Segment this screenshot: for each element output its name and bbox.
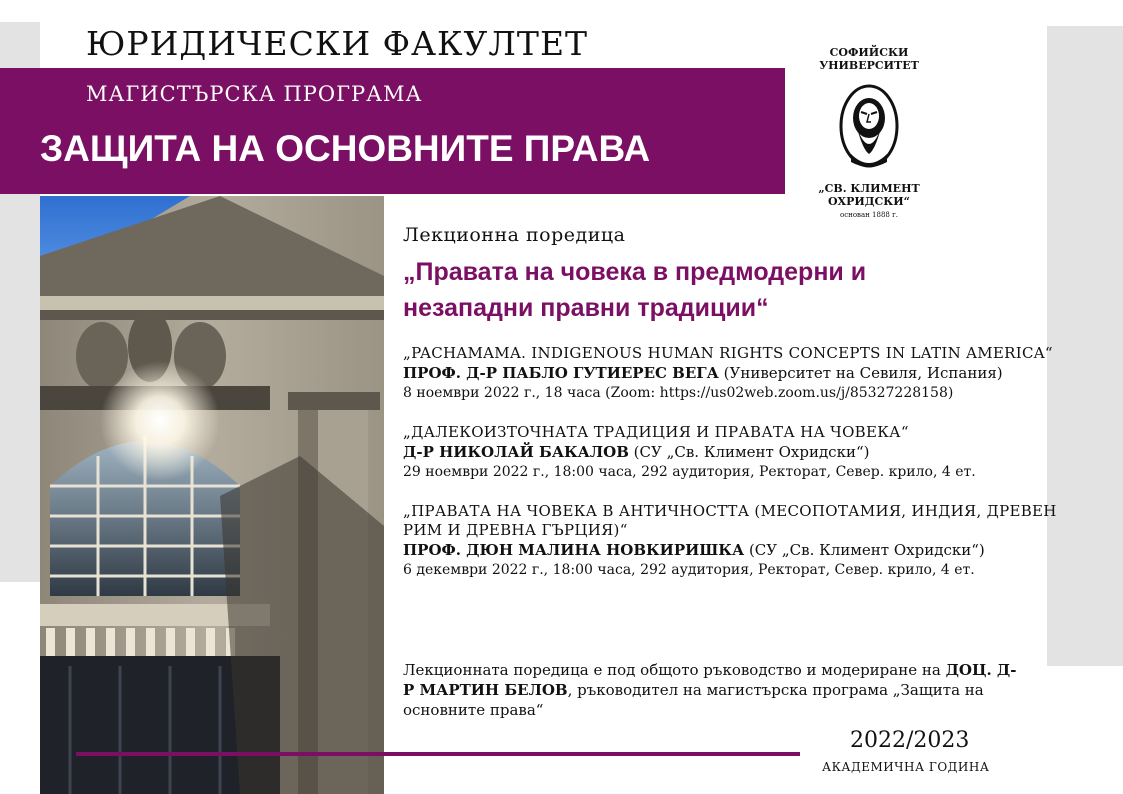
- academic-year: 2022/2023: [850, 728, 970, 753]
- series-title: „Правата на човека в предмодерни и незападни правни традиции“: [403, 258, 867, 322]
- lecture-speaker-line: [403, 540, 1083, 560]
- lecture-details: 6 декември 2022 г., 18:00 часа, 292 аудитория, Ректорат, Север. крило, 4 ет.: [403, 562, 975, 578]
- lecture-list: [403, 344, 1083, 600]
- lecture-title: „ДАЛЕКОИЗТОЧНАТА ТРАДИЦИЯ И ПРАВАТА НА ЧОВЕКА“: [403, 423, 909, 441]
- university-logo: [808, 46, 930, 219]
- lecture-details: 29 ноември 2022 г., 18:00 часа, 292 аудитория, Ректорат, Север. крило, 4 ет.: [403, 464, 976, 480]
- lecture-item: [403, 502, 1083, 580]
- lecture-item: [403, 423, 1083, 482]
- program-banner: [0, 68, 785, 194]
- lecture-affiliation: (Университет на Севиля, Испания): [718, 364, 1003, 382]
- accent-divider: [76, 752, 800, 756]
- academic-year-label: АКАДЕМИЧНА ГОДИНА: [822, 760, 990, 774]
- program-title: ЗАЩИТА НА ОСНОВНИТЕ ПРАВА: [40, 128, 651, 169]
- note-start: Лекционната поредица е под общото ръководство и модериране на: [403, 661, 946, 679]
- lecture-speaker: ПРОФ. ДЮН МАЛИНА НОВКИРИШКА: [403, 541, 745, 559]
- series-label: Лекционна поредица: [403, 224, 626, 246]
- lecture-affiliation: (СУ „Св. Климент Охридски“): [628, 443, 870, 461]
- lecture-title: „PACHAMAMA. INDIGENOUS HUMAN RIGHTS CONCEPTS IN LATIN AMERICA“: [403, 344, 1053, 362]
- lecture-speaker: ПРОФ. Д-Р ПАБЛО ГУТИЕРЕС ВЕГА: [403, 364, 719, 382]
- logo-text-bottom: „СВ. КЛИМЕНТ ОХРИДСКИ“: [818, 182, 920, 208]
- logo-text-top: СОФИЙСКИ УНИВЕРСИТЕТ: [819, 46, 919, 72]
- lecture-item: [403, 344, 1083, 403]
- lecture-details: 8 ноември 2022 г., 18 часа (Zoom: https://us02web.zoom.us/j/85327228158): [403, 385, 954, 401]
- lecture-title: „ПРАВАТА НА ЧОВЕКА В АНТИЧНОСТТА (МЕСОПОТАМИЯ, ИНДИЯ, ДРЕВЕН РИМ И ДРЕВНА ГЪРЦИЯ)“: [403, 502, 1057, 539]
- lecture-speaker-line: [403, 363, 1083, 383]
- building-facade-photo: [40, 196, 384, 794]
- lecture-speaker-line: [403, 442, 1083, 462]
- program-type: МАГИСТЪРСКА ПРОГРАМА: [86, 82, 423, 106]
- faculty-heading: ЮРИДИЧЕСКИ ФАКУЛТЕТ: [86, 24, 589, 63]
- lecture-speaker: Д-Р НИКОЛАЙ БАКАЛОВ: [403, 443, 629, 461]
- note-end: , ръководител на магистърска програма „Защита на основните права“: [403, 681, 984, 719]
- saint-portrait-emblem-icon: [837, 80, 901, 176]
- logo-founded: основан 1888 г.: [840, 211, 898, 219]
- series-moderation-note: [403, 660, 1023, 720]
- lecture-affiliation: (СУ „Св. Климент Охридски“): [744, 541, 985, 559]
- moderator-name: ДОЦ. Д-Р МАРТИН БЕЛОВ: [403, 661, 1017, 699]
